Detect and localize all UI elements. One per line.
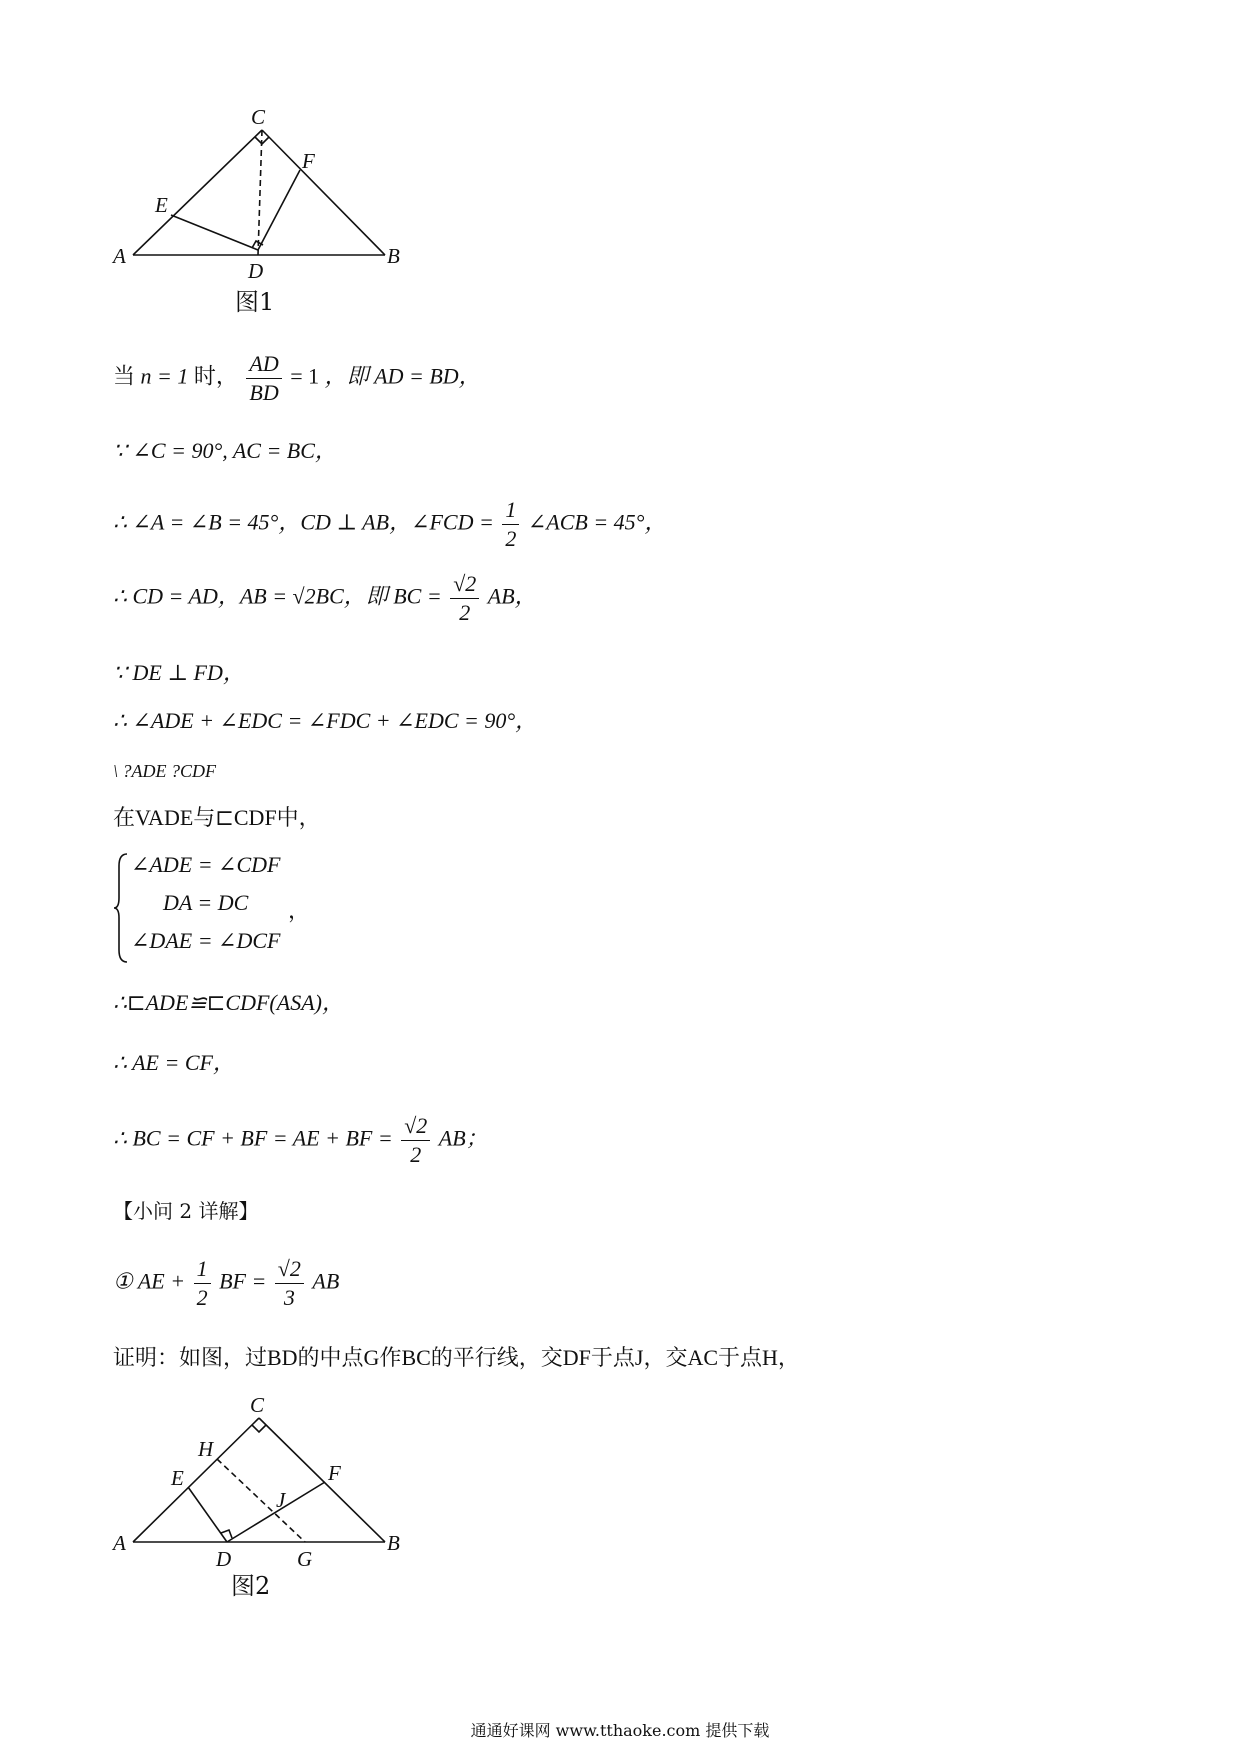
l11-fraction <box>401 1112 430 1169</box>
line-13: 证明：如图，过BD的中点G作BC的平行线，交DF于点J，交AC于点H， <box>113 1345 800 1370</box>
l4-num: √2 <box>450 570 479 599</box>
figure-1-caption: 图1 <box>235 288 275 316</box>
l4-den: 2 <box>459 600 471 625</box>
l12-c: AB <box>312 1268 340 1294</box>
label-f-2: F <box>328 1461 341 1485</box>
segment-bc-2 <box>259 1418 385 1542</box>
figure-2-caption: 图2 <box>231 1572 271 1600</box>
l3-num: 1 <box>502 496 519 525</box>
l4-a: ∴ CD = AD，AB = √2BC，即 BC = <box>113 583 442 609</box>
label-c: C <box>251 105 266 129</box>
l3-den: 2 <box>505 526 517 551</box>
figure-2 <box>0 1390 1240 1590</box>
segment-cd <box>258 130 262 255</box>
l3-fraction <box>502 496 519 553</box>
system-row-1: ∠ADE = ∠CDF <box>131 852 281 877</box>
right-angle-mark-c-2 <box>252 1425 266 1432</box>
section-heading: 【小问 2 详解】 <box>113 1199 259 1223</box>
segment-bc <box>262 130 385 255</box>
segment-ac <box>133 130 262 255</box>
line-11 <box>113 1112 488 1169</box>
footer-source: 通通好课网 www.tthaoke.com 提供下载 <box>470 1721 770 1740</box>
label-f: F <box>302 149 315 173</box>
label-e: E <box>155 193 168 217</box>
l1-post: ，即 AD = BD， <box>324 363 481 389</box>
l12-fraction-2 <box>275 1255 304 1312</box>
line-6: ∴ ∠ADE + ∠EDC = ∠FDC + ∠EDC = 90°， <box>113 708 538 733</box>
line-2: ∵ ∠C = 90°, AC = BC， <box>113 438 337 463</box>
l12-den1: 2 <box>196 1285 208 1310</box>
l1-fraction <box>246 350 281 407</box>
l12-b: BF = <box>219 1268 267 1294</box>
l4-b: AB， <box>487 583 537 609</box>
system-row-2: DA = DC <box>163 890 249 915</box>
segment-ed <box>171 215 258 250</box>
figure-1 <box>0 0 1240 320</box>
l12-num1: 1 <box>194 1255 211 1284</box>
segment-ed-2 <box>188 1487 227 1542</box>
l12-fraction-1 <box>194 1255 211 1312</box>
l12-a: ① AE + <box>113 1268 186 1294</box>
l1-den: BD <box>249 380 279 405</box>
segment-df <box>258 170 300 250</box>
l1-pre: 当 <box>113 363 136 389</box>
label-c-2: C <box>250 1393 265 1417</box>
l11-num: √2 <box>401 1112 430 1141</box>
line-10: ∴ AE = CF， <box>113 1050 235 1075</box>
l11-a: ∴ BC = CF + BF = AE + BF = <box>113 1125 393 1151</box>
l1-num: AD <box>246 350 281 379</box>
label-a-2: A <box>113 1531 126 1555</box>
label-d: D <box>248 259 264 283</box>
label-b: B <box>387 244 400 268</box>
l4-fraction <box>450 570 479 627</box>
line-3 <box>113 496 666 553</box>
line-7: \ ?ADE ?CDF <box>113 761 216 781</box>
system-row-3: ∠DAE = ∠DCF <box>131 928 281 953</box>
l3-b: ∠ACB = 45°， <box>527 509 667 535</box>
system-comma: ， <box>288 898 311 923</box>
line-4 <box>113 570 537 627</box>
label-a: A <box>113 244 126 268</box>
l1-mid: 时， <box>193 363 238 389</box>
line-9: ∴⊏ADE≌⊏CDF(ASA)， <box>113 990 344 1015</box>
l1-eq: = 1 <box>290 363 320 389</box>
line-5: ∵ DE ⊥ FD， <box>113 660 245 685</box>
l11-b: AB； <box>438 1125 488 1151</box>
label-g-2: G <box>297 1547 313 1571</box>
l12-den2: 3 <box>283 1285 295 1310</box>
l3-a: ∴ ∠A = ∠B = 45°，CD ⊥ AB，∠FCD = <box>113 509 494 535</box>
label-d-2: D <box>216 1547 232 1571</box>
l1-n: n = 1 <box>140 363 189 389</box>
label-b-2: B <box>387 1531 400 1555</box>
l11-den: 2 <box>410 1142 422 1167</box>
label-h-2: H <box>198 1437 214 1461</box>
line-8: 在VADE与⊏CDF中， <box>113 805 321 830</box>
line-12 <box>113 1255 339 1312</box>
l12-num2: √2 <box>275 1255 304 1284</box>
line-1 <box>113 350 481 407</box>
label-j-2: J <box>276 1488 286 1512</box>
label-e-2: E <box>171 1466 184 1490</box>
left-brace-icon <box>113 852 131 964</box>
segment-hg-2 <box>217 1459 305 1542</box>
